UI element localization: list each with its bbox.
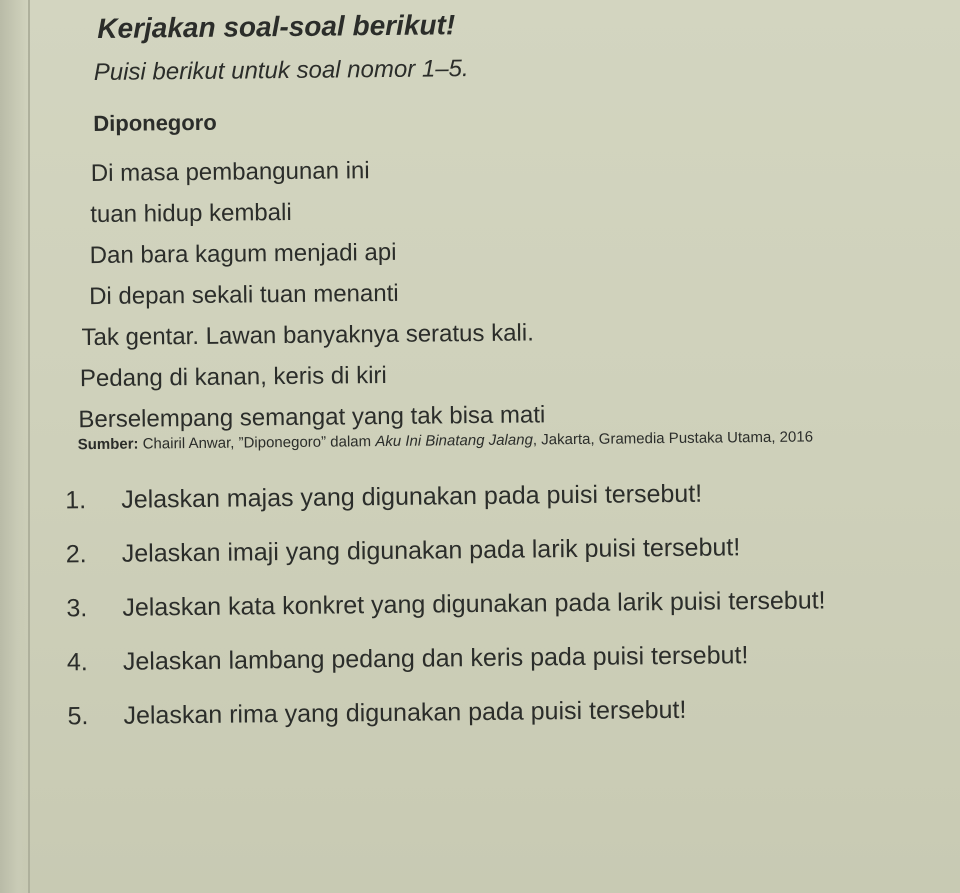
poem-line: tuan hidup kembali (90, 198, 292, 229)
source-text-after: , Jakarta, Gramedia Pustaka Utama, 2016 (532, 428, 814, 449)
source-text-before: Chairil Anwar, ”Diponegoro” dalam (138, 433, 376, 453)
poem-line: Pedang di kanan, keris di kiri (79, 361, 387, 393)
question-number: 4. (66, 648, 88, 677)
instruction-heading: Kerjakan soal-soal berikut! (97, 9, 456, 44)
poem-line: Tak gentar. Lawan banyaknya seratus kali. (81, 319, 534, 352)
intro-text: Puisi berikut untuk soal nomor 1–5. (93, 55, 469, 87)
question-list (65, 465, 827, 743)
poem-line: Di masa pembangunan ini (90, 157, 370, 188)
poem-title: Diponegoro (93, 109, 217, 137)
question-item (67, 681, 827, 743)
question-number: 1. (65, 486, 87, 515)
question-text: Jelaskan kata konkret yang digunakan pada larik puisi tersebut! (122, 586, 826, 622)
question-text: Jelaskan majas yang digunakan pada puisi tersebut! (121, 479, 703, 514)
question-item (65, 465, 825, 527)
question-number: 5. (67, 702, 89, 731)
question-text: Jelaskan rima yang digunakan pada puisi tersebut! (123, 695, 687, 730)
question-item (67, 627, 827, 689)
question-text: Jelaskan lambang pedang dan keris pada puisi tersebut! (122, 641, 749, 676)
poem-line: Berselempang semangat yang tak bisa mati (78, 401, 546, 434)
source-label: Sumber: (77, 435, 139, 454)
question-item (66, 573, 826, 635)
question-number: 2. (65, 540, 87, 569)
poem-lines (78, 148, 546, 440)
question-text: Jelaskan imaji yang digunakan pada larik puisi tersebut! (121, 533, 741, 568)
poem-line: Di depan sekali tuan menanti (88, 279, 399, 311)
poem-line: Dan bara kagum menjadi api (89, 238, 397, 270)
question-number: 3. (66, 594, 88, 623)
question-item (66, 519, 826, 581)
source-book-title: Aku Ini Binatang Jalang (375, 431, 533, 451)
